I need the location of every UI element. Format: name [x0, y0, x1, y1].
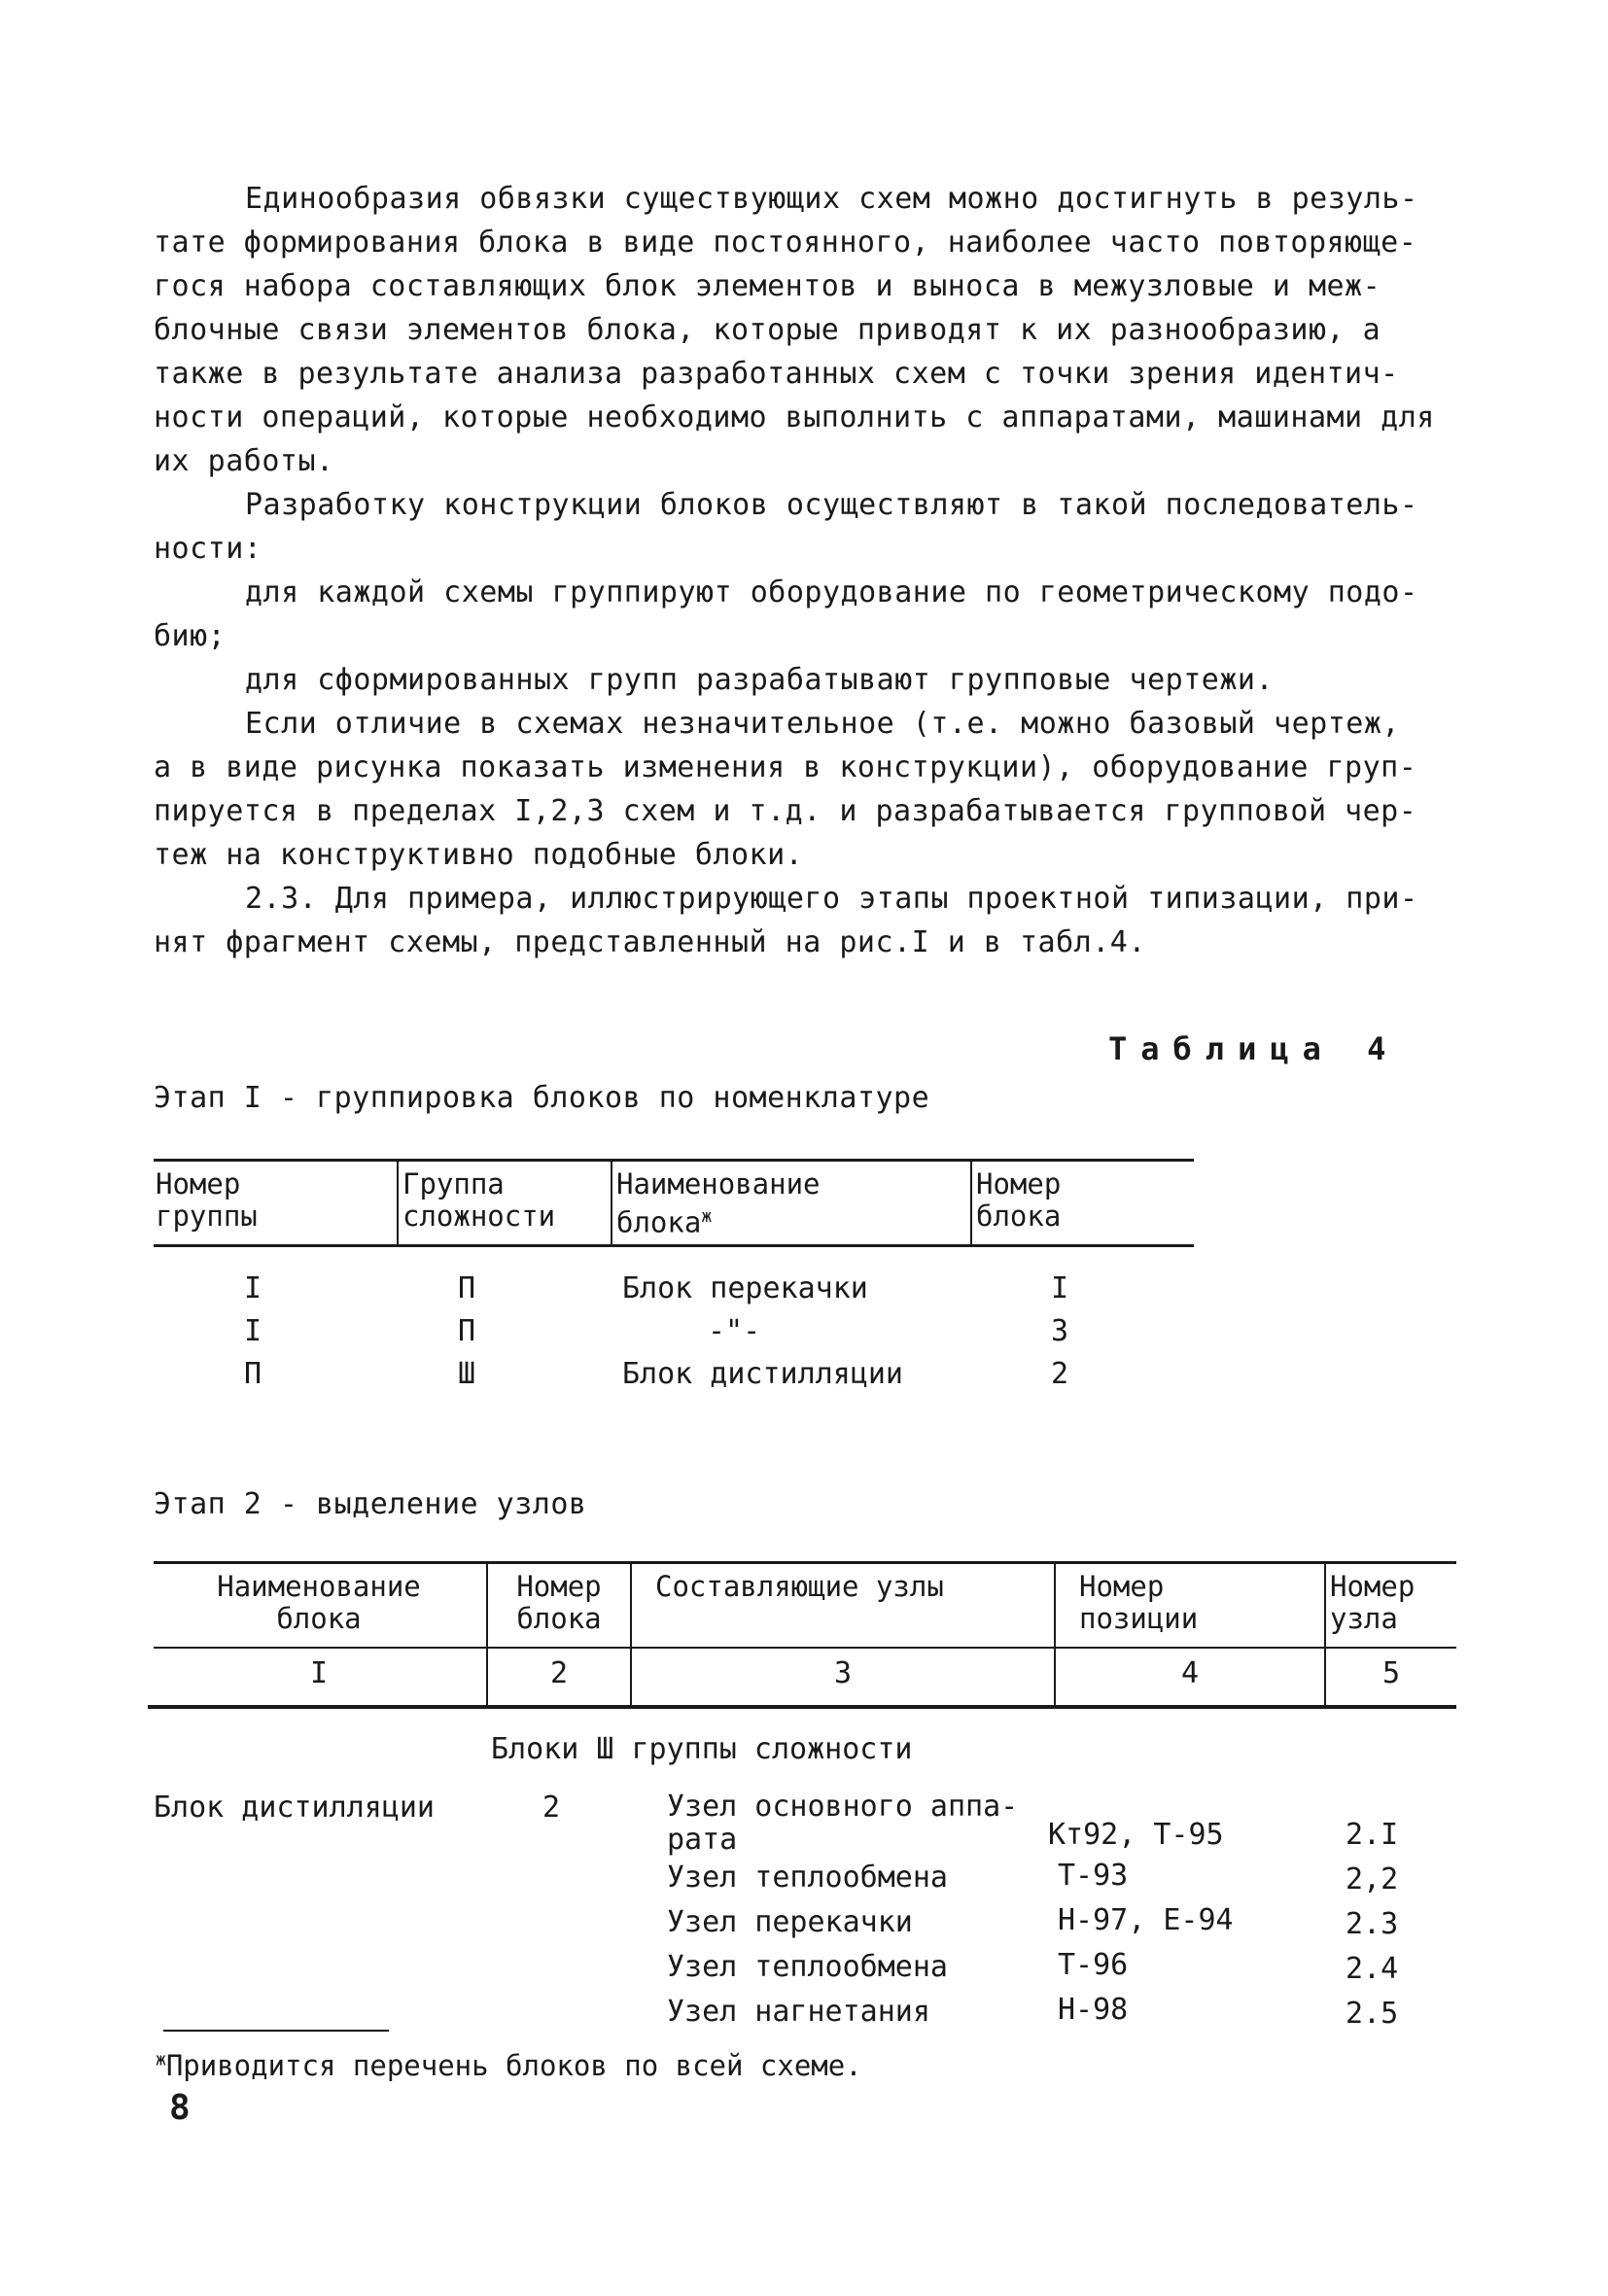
stage1-cell-name: Блок перекачки [622, 1271, 868, 1305]
stage1-header-group-no: Номер группы [156, 1167, 258, 1233]
stage1-col-divider [611, 1161, 612, 1246]
stage1-cell-group: I [243, 1314, 262, 1348]
stage1-cell-name: -"- [708, 1314, 761, 1348]
stage1-header-block-no: Номер блока [976, 1167, 1062, 1233]
unit-name: Узел теплообмена [667, 1950, 948, 1984]
body-text [154, 177, 1437, 964]
unit-number: 2.5 [1346, 1997, 1399, 2031]
stage2-header-block-no: Номер блока [516, 1570, 602, 1635]
stage2-block-name: Блок дистилляции [154, 1791, 435, 1825]
stage1-col-divider [397, 1161, 399, 1246]
unit-name: Узел основного аппа- рата [667, 1790, 1019, 1857]
stage2-column-number: 2 [549, 1656, 569, 1690]
stage1-caption: Этап I - группировка блоков по номенклатуре [154, 1081, 930, 1115]
body-line: нят фрагмент схемы, представленный на рис.I и в табл.4. [154, 925, 1146, 959]
body-line: Единообразия обвязки существующих схем можно достигнуть в резуль- [245, 182, 1418, 216]
body-line: ности: [154, 532, 262, 566]
stage2-header-units: Составляющие узлы [655, 1570, 944, 1603]
stage1-cell-complexity: П [457, 1271, 476, 1305]
stage2-column-number: I [309, 1656, 329, 1690]
body-line: ности операций, которые необходимо выполнить с аппаратами, машинами для [154, 400, 1435, 435]
stage2-header-position: Номер позиции [1079, 1570, 1199, 1635]
body-line: Если отличие в схемах незначительное (т.е. можно базовый чертеж, [245, 707, 1400, 741]
stage1-top-rule [154, 1159, 1194, 1162]
unit-positions: Кт92, Т-95 [1048, 1818, 1224, 1852]
unit-positions: Н-97, Е-94 [1058, 1903, 1234, 1937]
stage2-column-number: 5 [1381, 1656, 1401, 1690]
body-line: пируется в пределах I,2,3 схем и т.д. и разрабатывается групповой чер- [154, 794, 1417, 828]
stage1-cell-block: 3 [1050, 1314, 1069, 1348]
stage2-header-block-name: Наименование блока [217, 1570, 421, 1635]
body-line: бию; [154, 619, 227, 653]
unit-positions: Т-93 [1058, 1859, 1129, 1893]
body-line: Разработку конструкции блоков осуществляют в такой последователь- [245, 488, 1418, 522]
unit-number: 2,2 [1346, 1862, 1399, 1896]
stage2-numbers-rule [148, 1705, 1456, 1709]
stage1-header-complexity: Группа сложности [402, 1167, 556, 1233]
unit-number: 2.I [1346, 1818, 1399, 1852]
footnote-mark: ж [701, 1206, 713, 1227]
body-line: также в результате анализа разработанных схем с точки зрения идентич- [154, 357, 1399, 391]
stage1-cell-group: I [243, 1271, 262, 1305]
group-heading: Блоки Ш группы сложности [491, 1732, 913, 1766]
stage2-header-unit-no: Номер узла [1330, 1570, 1416, 1635]
stage2-block-number: 2 [542, 1791, 561, 1825]
stage1-header-rule [154, 1244, 1194, 1247]
stage1-cell-block: I [1050, 1271, 1069, 1305]
body-line: их работы. [154, 444, 334, 478]
unit-name: Узел перекачки [667, 1905, 913, 1939]
stage2-column-number: 3 [833, 1656, 853, 1690]
stage1-cell-complexity: Ш [457, 1357, 476, 1391]
stage1-col-divider [970, 1161, 972, 1246]
unit-positions: Н-98 [1058, 1993, 1129, 2027]
unit-name: Узел теплообмена [667, 1861, 948, 1895]
footnote: $^ж$Приводится перечень блоков по всей схеме. [156, 2049, 862, 2082]
stage1-header-block-name: Наименование блока$^ж$ [616, 1167, 821, 1239]
footnote-rule [163, 2030, 389, 2032]
stage2-top-rule [154, 1561, 1456, 1564]
unit-positions: Т-96 [1058, 1948, 1129, 1982]
stage1-cell-group: П [243, 1357, 262, 1391]
stage1-cell-block: 2 [1050, 1357, 1069, 1391]
unit-number: 2.4 [1346, 1952, 1399, 1986]
unit-number: 2.3 [1346, 1907, 1399, 1941]
stage2-caption: Этап 2 - выделение узлов [154, 1487, 587, 1521]
body-line: 2.3. Для примера, иллюстрирующего этапы проектной типизации, при- [245, 882, 1418, 916]
footnote-mark: ж [156, 2049, 166, 2070]
body-line: теж на конструктивно подобные блоки. [154, 838, 804, 872]
page-number: 8 [169, 2088, 191, 2128]
body-line: гося набора составляющих блок элементов и выноса в межузловые и меж- [154, 269, 1381, 303]
table-title: Таблица 4 [1108, 1030, 1400, 1067]
unit-name: Узел нагнетания [667, 1995, 930, 2029]
body-line: для сформированных групп разрабатывают групповые чертежи. [245, 663, 1275, 697]
stage2-column-number: 4 [1180, 1656, 1200, 1690]
stage1-cell-name: Блок дистилляции [622, 1357, 903, 1391]
body-line: а в виде рисунка показать изменения в конструкции), оборудование груп- [154, 750, 1417, 784]
stage2-header-rule [154, 1647, 1456, 1649]
stage1-cell-complexity: П [457, 1314, 476, 1348]
body-line: тате формирования блока в виде постоянного, наиболее часто повторяюще- [154, 226, 1417, 260]
body-line: блочные связи элементов блока, которые приводят к их разнообразию, а [154, 313, 1381, 347]
body-line: для каждой схемы группируют оборудование по геометрическому подо- [245, 575, 1418, 609]
